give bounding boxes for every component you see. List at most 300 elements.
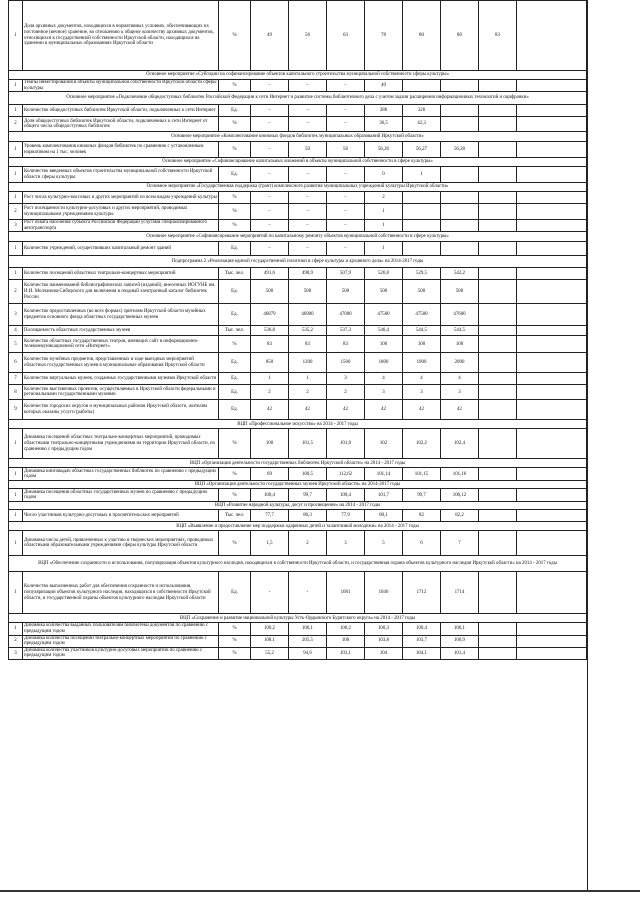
value-cell bbox=[479, 280, 517, 304]
section-header-row bbox=[9, 158, 587, 167]
value-cell: – bbox=[327, 105, 365, 117]
unit-cell: % bbox=[219, 531, 251, 556]
indicator-row bbox=[9, 268, 587, 280]
unit-cell: % bbox=[219, 623, 251, 635]
value-cell: 83 bbox=[289, 336, 327, 353]
value-cell: – bbox=[289, 117, 327, 132]
section-header-row bbox=[9, 556, 587, 572]
value-cell: – bbox=[289, 192, 327, 204]
value-cell bbox=[479, 220, 517, 232]
value-cell: 3 bbox=[327, 531, 365, 556]
indicator-row bbox=[9, 336, 587, 353]
value-cell: 108,1 bbox=[251, 635, 289, 647]
value-cell bbox=[479, 489, 517, 502]
value-cell: – bbox=[251, 142, 289, 158]
indicator-row bbox=[9, 623, 587, 635]
value-cell: 47500 bbox=[403, 304, 441, 326]
value-cell: – bbox=[251, 80, 289, 92]
row-number: 5 bbox=[9, 336, 23, 353]
value-cell: 47000 bbox=[327, 304, 365, 326]
indicator-name: Динамика книговыдач областных государственных библиотек по сравнению с предыдущим годом bbox=[23, 468, 219, 481]
value-cell: – bbox=[251, 242, 289, 256]
empty-cell bbox=[517, 304, 587, 326]
value-cell bbox=[479, 623, 517, 635]
unit-cell: % bbox=[219, 220, 251, 232]
value-cell: 3 bbox=[403, 385, 441, 400]
section-header-row bbox=[9, 614, 587, 623]
value-cell: 4 bbox=[441, 373, 479, 385]
indicator-row bbox=[9, 304, 587, 326]
value-cell bbox=[479, 336, 517, 353]
value-cell: 101,5 bbox=[289, 429, 327, 459]
value-cell: 544,5 bbox=[403, 326, 441, 336]
row-number: 1 bbox=[9, 105, 23, 117]
empty-cell bbox=[517, 167, 587, 183]
value-cell: 1 bbox=[403, 167, 441, 183]
indicator-row bbox=[9, 105, 587, 117]
value-cell: 2 bbox=[365, 192, 403, 204]
value-cell: 2000 bbox=[441, 353, 479, 373]
unit-cell: % bbox=[219, 336, 251, 353]
value-cell: 4 bbox=[403, 373, 441, 385]
value-cell: 1 bbox=[365, 220, 403, 232]
value-cell: 100 bbox=[441, 336, 479, 353]
row-number: 2 bbox=[9, 117, 23, 132]
value-cell: – bbox=[289, 105, 327, 117]
empty-cell bbox=[517, 105, 587, 117]
row-number: 1 bbox=[9, 510, 23, 522]
value-cell: 526,8 bbox=[365, 268, 403, 280]
empty-cell bbox=[517, 429, 587, 459]
value-cell bbox=[441, 242, 479, 256]
row-number: 1 bbox=[9, 572, 23, 614]
value-cell: 7 bbox=[441, 531, 479, 556]
value-cell: 1714 bbox=[441, 572, 479, 614]
value-cell: – bbox=[251, 204, 289, 220]
row-number: 1 bbox=[9, 242, 23, 256]
value-cell: – bbox=[327, 204, 365, 220]
indicator-name: Количество посещений областных театрально-концертных мероприятий bbox=[23, 268, 219, 280]
empty-cell bbox=[517, 489, 587, 502]
row-number: 7 bbox=[9, 373, 23, 385]
value-cell: 63 bbox=[327, 1, 365, 71]
value-cell: 100,5 bbox=[289, 468, 327, 481]
value-cell: 83 bbox=[251, 336, 289, 353]
value-cell: 205,5 bbox=[289, 635, 327, 647]
value-cell: 542,2 bbox=[441, 268, 479, 280]
section-title: ВЦП «Организация деятельности государственных музеев Иркутской области» на 2014-2017 годы bbox=[9, 481, 587, 489]
value-cell bbox=[479, 105, 517, 117]
unit-cell: Тыс. чел. bbox=[219, 510, 251, 522]
value-cell: 80 bbox=[403, 1, 441, 71]
value-cell: 326 bbox=[403, 105, 441, 117]
unit-cell: Ед. bbox=[219, 280, 251, 304]
unit-cell: Тыс. чел. bbox=[219, 268, 251, 280]
value-cell: 42 bbox=[251, 400, 289, 420]
indicator-name: Динамика посещения областных государственных музеев по сравнению с предыдущим годом bbox=[23, 489, 219, 502]
value-cell: 36,5 bbox=[365, 117, 403, 132]
value-cell: 507,9 bbox=[327, 268, 365, 280]
value-cell: 1712 bbox=[403, 572, 441, 614]
value-cell bbox=[479, 326, 517, 336]
empty-cell bbox=[517, 531, 587, 556]
value-cell: 101,15 bbox=[403, 468, 441, 481]
row-number: 1 bbox=[9, 1, 23, 71]
value-cell: 42 bbox=[327, 400, 365, 420]
value-cell: – bbox=[251, 220, 289, 232]
bottom-edge-line bbox=[0, 890, 640, 892]
value-cell: 102 bbox=[365, 429, 403, 459]
unit-cell: % bbox=[219, 635, 251, 647]
value-cell: 2 bbox=[289, 531, 327, 556]
value-cell: 4 bbox=[365, 373, 403, 385]
unit-cell: Ед. bbox=[219, 105, 251, 117]
value-cell: – bbox=[289, 167, 327, 183]
value-cell bbox=[479, 373, 517, 385]
value-cell: 100,1 bbox=[289, 623, 327, 635]
row-number: 3 bbox=[9, 647, 23, 659]
value-cell bbox=[479, 268, 517, 280]
value-cell: 101,4 bbox=[441, 647, 479, 659]
value-cell: 47600 bbox=[441, 304, 479, 326]
value-cell: 50 bbox=[289, 142, 327, 158]
indicator-name: Рост охвата населения субъекта Российской Федерации услугами специализированного автотранспорта bbox=[23, 220, 219, 232]
row-number: 9 bbox=[9, 400, 23, 420]
section-header-row bbox=[9, 232, 587, 242]
indicator-row bbox=[9, 489, 587, 502]
row-number: 1 bbox=[9, 167, 23, 183]
value-cell bbox=[441, 204, 479, 220]
value-cell: 101,8 bbox=[327, 429, 365, 459]
indicator-name: Рост числа культурно-массовых и других мероприятий по всем видам учреждений культуры bbox=[23, 192, 219, 204]
indicator-row bbox=[9, 142, 587, 158]
section-title: ВЦП «Обеспечение сохранности и использования, популяризация объектов культурного наследия, находящихся в собственности Иркутской области, и государственная охрана объектов культурного наследия Иркутской области» на 2014 - 2017 годы bbox=[9, 556, 587, 572]
indicator-row bbox=[9, 242, 587, 256]
row-number: 1 bbox=[9, 80, 23, 92]
value-cell: 47500 bbox=[365, 304, 403, 326]
value-cell: – bbox=[327, 192, 365, 204]
indicator-row bbox=[9, 400, 587, 420]
section-title: ВЦП «Сохранение и развитие национальной культуры Усть-Ордынского Бурятского округа» на 2014 - 2017 годы bbox=[9, 614, 587, 623]
section-title: Основное мероприятие «Софинансирование капитальных вложений в объекты муниципальной собственности в сфере культуры» bbox=[9, 158, 587, 167]
right-edge-line bbox=[587, 0, 588, 890]
value-cell bbox=[479, 117, 517, 132]
value-cell: 80,1 bbox=[365, 510, 403, 522]
value-cell bbox=[403, 80, 441, 92]
value-cell: 46879 bbox=[251, 304, 289, 326]
value-cell: 1 bbox=[289, 373, 327, 385]
indicators-table bbox=[8, 0, 587, 660]
value-cell: 537,3 bbox=[327, 326, 365, 336]
value-cell: - bbox=[251, 572, 289, 614]
value-cell: 77,7 bbox=[251, 510, 289, 522]
value-cell: 49 bbox=[251, 1, 289, 71]
value-cell: 103,7 bbox=[403, 635, 441, 647]
value-cell bbox=[403, 220, 441, 232]
value-cell: 1 bbox=[365, 204, 403, 220]
value-cell bbox=[479, 353, 517, 373]
indicator-row bbox=[9, 429, 587, 459]
section-header-row bbox=[9, 481, 587, 489]
empty-cell bbox=[517, 242, 587, 256]
value-cell: 42 bbox=[441, 400, 479, 420]
value-cell: 56 bbox=[327, 142, 365, 158]
indicator-row bbox=[9, 635, 587, 647]
value-cell bbox=[479, 531, 517, 556]
value-cell: 3 bbox=[365, 385, 403, 400]
section-header-row bbox=[9, 522, 587, 531]
indicator-row bbox=[9, 80, 587, 92]
indicator-name: Количество введенных объектов строительства муниципальной собственности Иркутской области сферы культуры bbox=[23, 167, 219, 183]
section-header-row bbox=[9, 132, 587, 142]
value-cell bbox=[479, 242, 517, 256]
row-number: 1 bbox=[9, 623, 23, 635]
value-cell bbox=[403, 242, 441, 256]
value-cell: 500 bbox=[441, 280, 479, 304]
unit-cell: % bbox=[219, 142, 251, 158]
value-cell: 56,28 bbox=[441, 142, 479, 158]
unit-cell: Тыс. чел. bbox=[219, 326, 251, 336]
value-cell: 535,2 bbox=[289, 326, 327, 336]
unit-cell: Ед. bbox=[219, 304, 251, 326]
indicator-name: Число участников культурно-досуговых и просветительских мероприятий bbox=[23, 510, 219, 522]
value-cell bbox=[479, 647, 517, 659]
unit-cell: Ед. bbox=[219, 572, 251, 614]
value-cell bbox=[479, 192, 517, 204]
value-cell: 46900 bbox=[289, 304, 327, 326]
section-header-row bbox=[9, 92, 587, 105]
value-cell: – bbox=[289, 242, 327, 256]
row-number: 2 bbox=[9, 204, 23, 220]
row-number: 6 bbox=[9, 353, 23, 373]
value-cell: 78 bbox=[365, 1, 403, 71]
indicator-name: Уровень комплектования книжных фондов библиотек по сравнению с установленным нормативом на 1 тыс. человек bbox=[23, 142, 219, 158]
value-cell: 1046 bbox=[365, 572, 403, 614]
value-cell: 103,1 bbox=[327, 647, 365, 659]
row-number: 1 bbox=[9, 268, 23, 280]
value-cell: 0 bbox=[365, 167, 403, 183]
indicator-row bbox=[9, 572, 587, 614]
value-cell: 104,1 bbox=[403, 647, 441, 659]
value-cell: 100,4 bbox=[251, 489, 289, 502]
section-title: Основное мероприятие «Комплектование книжных фондов библиотек муниципальных образований Иркутской области» bbox=[9, 132, 587, 142]
value-cell: 500 bbox=[327, 280, 365, 304]
indicator-row bbox=[9, 510, 587, 522]
indicator-row bbox=[9, 647, 587, 659]
value-cell bbox=[479, 429, 517, 459]
value-cell: 1900 bbox=[403, 353, 441, 373]
unit-cell: % bbox=[219, 192, 251, 204]
indicator-name: Количество выполненных работ для обеспечения сохранности и использования, популяризации объектов культурного наследия, находящихся в собственности Иркутской области, и государственной охраны объектов культурного наследия Иркутской области bbox=[23, 572, 219, 614]
value-cell: 2 bbox=[289, 385, 327, 400]
empty-cell bbox=[517, 268, 587, 280]
value-cell: 529,5 bbox=[403, 268, 441, 280]
value-cell bbox=[479, 385, 517, 400]
value-cell: 77,9 bbox=[327, 510, 365, 522]
section-title: ВЦП «Организация деятельности государственных библиотек Иркутской области» на 2014 - 2017 годы bbox=[9, 459, 587, 468]
empty-cell bbox=[517, 635, 587, 647]
indicator-name: Количество наименований библиографических записей (изданий), внесенных ИОГУНБ им. И.И. Молчанова-Сибирского для включения в сводный электронный каталог библиотек России bbox=[23, 280, 219, 304]
value-cell: – bbox=[251, 105, 289, 117]
value-cell: – bbox=[327, 167, 365, 183]
section-title: ВЦП «Выявление и предоставление мер поддержки одаренных детей и талантливой молодежи» на 2014 - 2017 годы bbox=[9, 522, 587, 531]
row-number: 3 bbox=[9, 220, 23, 232]
value-cell: 100,1 bbox=[441, 623, 479, 635]
value-cell: 100 bbox=[327, 635, 365, 647]
empty-cell bbox=[517, 373, 587, 385]
empty-cell bbox=[517, 142, 587, 158]
value-cell: 1 bbox=[251, 373, 289, 385]
value-cell: 491,6 bbox=[251, 268, 289, 280]
unit-cell: Ед. bbox=[219, 373, 251, 385]
empty-cell bbox=[517, 510, 587, 522]
value-cell: 40 bbox=[365, 80, 403, 92]
value-cell: 83 bbox=[327, 336, 365, 353]
value-cell bbox=[479, 80, 517, 92]
unit-cell: Ед. bbox=[219, 385, 251, 400]
empty-cell bbox=[517, 468, 587, 481]
row-number: 1 bbox=[9, 142, 23, 158]
value-cell: 82,2 bbox=[441, 510, 479, 522]
section-header-row bbox=[9, 502, 587, 510]
value-cell: 100,4 bbox=[327, 489, 365, 502]
value-cell: 42 bbox=[403, 400, 441, 420]
value-cell: 42,3 bbox=[403, 117, 441, 132]
indicator-name: Количество городских округов и муниципальных районов Иркутской области, жителям которых оказаны услуги (работы) bbox=[23, 400, 219, 420]
value-cell: 56,27 bbox=[403, 142, 441, 158]
empty-cell bbox=[517, 192, 587, 204]
value-cell: 288 bbox=[365, 105, 403, 117]
value-cell: 56,26 bbox=[365, 142, 403, 158]
value-cell: – bbox=[327, 242, 365, 256]
value-cell: 80 bbox=[441, 1, 479, 71]
row-number: 1 bbox=[9, 192, 23, 204]
value-cell: 100,2 bbox=[251, 623, 289, 635]
value-cell bbox=[479, 572, 517, 614]
indicator-row bbox=[9, 385, 587, 400]
value-cell: 3 bbox=[441, 385, 479, 400]
empty-cell bbox=[517, 280, 587, 304]
value-cell: – bbox=[289, 80, 327, 92]
value-cell: 498,9 bbox=[289, 268, 327, 280]
value-cell: 2 bbox=[251, 385, 289, 400]
unit-cell: Ед. bbox=[219, 167, 251, 183]
value-cell: 100,4 bbox=[403, 623, 441, 635]
row-number: 2 bbox=[9, 280, 23, 304]
indicator-row bbox=[9, 117, 587, 132]
indicator-row bbox=[9, 1, 587, 71]
unit-cell: % bbox=[219, 468, 251, 481]
value-cell: 1681 bbox=[327, 572, 365, 614]
value-cell: 100,3 bbox=[365, 623, 403, 635]
value-cell: 544,5 bbox=[441, 326, 479, 336]
empty-cell bbox=[517, 400, 587, 420]
row-number: 1 bbox=[9, 531, 23, 556]
value-cell: – bbox=[289, 204, 327, 220]
indicator-name: Темпы инвестирования в объекты муниципальной собственности Иркутской области сферы культуры bbox=[24, 80, 217, 91]
empty-cell bbox=[517, 353, 587, 373]
unit-cell: % bbox=[219, 647, 251, 659]
value-cell: 101,7 bbox=[365, 489, 403, 502]
empty-cell bbox=[517, 80, 587, 92]
indicator-row bbox=[9, 531, 587, 556]
empty-cell bbox=[517, 572, 587, 614]
section-header-row bbox=[9, 420, 587, 429]
value-cell: 83 bbox=[479, 1, 517, 71]
value-cell: – bbox=[251, 117, 289, 132]
row-number: 3 bbox=[9, 304, 23, 326]
value-cell: – bbox=[327, 220, 365, 232]
indicator-name: Количество общедоступных библиотек Иркутской области, подключенных к сети Интернет bbox=[23, 105, 219, 117]
unit-cell: Ед. bbox=[219, 400, 251, 420]
section-title: ВЦП «Профессиональное искусство» на 2014 - 2017 годы bbox=[9, 420, 587, 429]
indicator-name: Динамика количества посещений театрально-концертных мероприятий по сравнению с предыдущим годом bbox=[23, 635, 219, 647]
table-body bbox=[9, 1, 587, 660]
value-cell: 1 bbox=[365, 242, 403, 256]
indicator-name: Количество выставочных проектов, осуществляемых в Иркутской области федеральными и региональными государственными музеями bbox=[23, 385, 219, 400]
indicator-name: Динамика числа детей, привлеченных к участию в творческих мероприятиях, проводимых областными образовательными учреждениями сферы культуры Иркутской области bbox=[23, 531, 219, 556]
value-cell: 99,7 bbox=[289, 489, 327, 502]
value-cell bbox=[479, 468, 517, 481]
row-number: 1 bbox=[9, 468, 23, 481]
value-cell: 1800 bbox=[365, 353, 403, 373]
value-cell: 100 bbox=[403, 336, 441, 353]
indicator-row bbox=[9, 326, 587, 336]
value-cell: - bbox=[289, 572, 327, 614]
value-cell: – bbox=[251, 167, 289, 183]
empty-cell bbox=[517, 220, 587, 232]
value-cell bbox=[441, 192, 479, 204]
value-cell: 850 bbox=[251, 353, 289, 373]
value-cell: 100,2 bbox=[327, 623, 365, 635]
value-cell: 1200 bbox=[289, 353, 327, 373]
value-cell: 80,3 bbox=[289, 510, 327, 522]
value-cell: 102,4 bbox=[441, 429, 479, 459]
value-cell: 1500 bbox=[327, 353, 365, 373]
indicator-name: Количество учреждений, осуществивших капитальный ремонт зданий bbox=[23, 242, 219, 256]
indicator-row bbox=[9, 280, 587, 304]
value-cell: 500 bbox=[403, 280, 441, 304]
empty-cell bbox=[517, 204, 587, 220]
row-number: 8 bbox=[9, 385, 23, 400]
indicator-name: Количество виртуальных музеев, созданных государственными музеями Иркутской области bbox=[23, 373, 219, 385]
indicator-row bbox=[9, 353, 587, 373]
unit-cell: % bbox=[219, 80, 251, 92]
section-title: Основное мероприятие «Софинансирование мероприятий по капитальному ремонту объектов муниципальной собственности в сфере культуры» bbox=[9, 232, 587, 242]
value-cell bbox=[479, 635, 517, 647]
indicator-row bbox=[9, 204, 587, 220]
section-header-row bbox=[9, 183, 587, 192]
value-cell: 103,8 bbox=[365, 635, 403, 647]
value-cell: 100,9 bbox=[441, 635, 479, 647]
unit-cell: % bbox=[219, 1, 251, 71]
value-cell bbox=[479, 142, 517, 158]
value-cell: 102,2 bbox=[403, 429, 441, 459]
value-cell: – bbox=[289, 220, 327, 232]
unit-cell: Ед. bbox=[219, 242, 251, 256]
indicator-name: Динамика посещений областных театрально-концертных мероприятий, проводимых областными театрально-концертными учреждениями на территории Иркутской области, по сравнению с предыдущим годом bbox=[23, 429, 219, 459]
value-cell: 100 bbox=[251, 429, 289, 459]
value-cell: 101,14 bbox=[365, 468, 403, 481]
value-cell bbox=[403, 192, 441, 204]
unit-cell: % bbox=[219, 489, 251, 502]
indicator-name: Количество областных государственных театров, имеющих сайт в информационно-телекоммуникационной сети «Интернет» bbox=[23, 336, 219, 353]
value-cell bbox=[479, 204, 517, 220]
value-cell bbox=[441, 80, 479, 92]
value-cell: 101,16 bbox=[441, 468, 479, 481]
value-cell: 42 bbox=[289, 400, 327, 420]
indicator-name: Количество музейных предметов, представленных в ходе выездных мероприятий областных государственных музеев в муниципальные образования Иркутской области bbox=[23, 353, 219, 373]
